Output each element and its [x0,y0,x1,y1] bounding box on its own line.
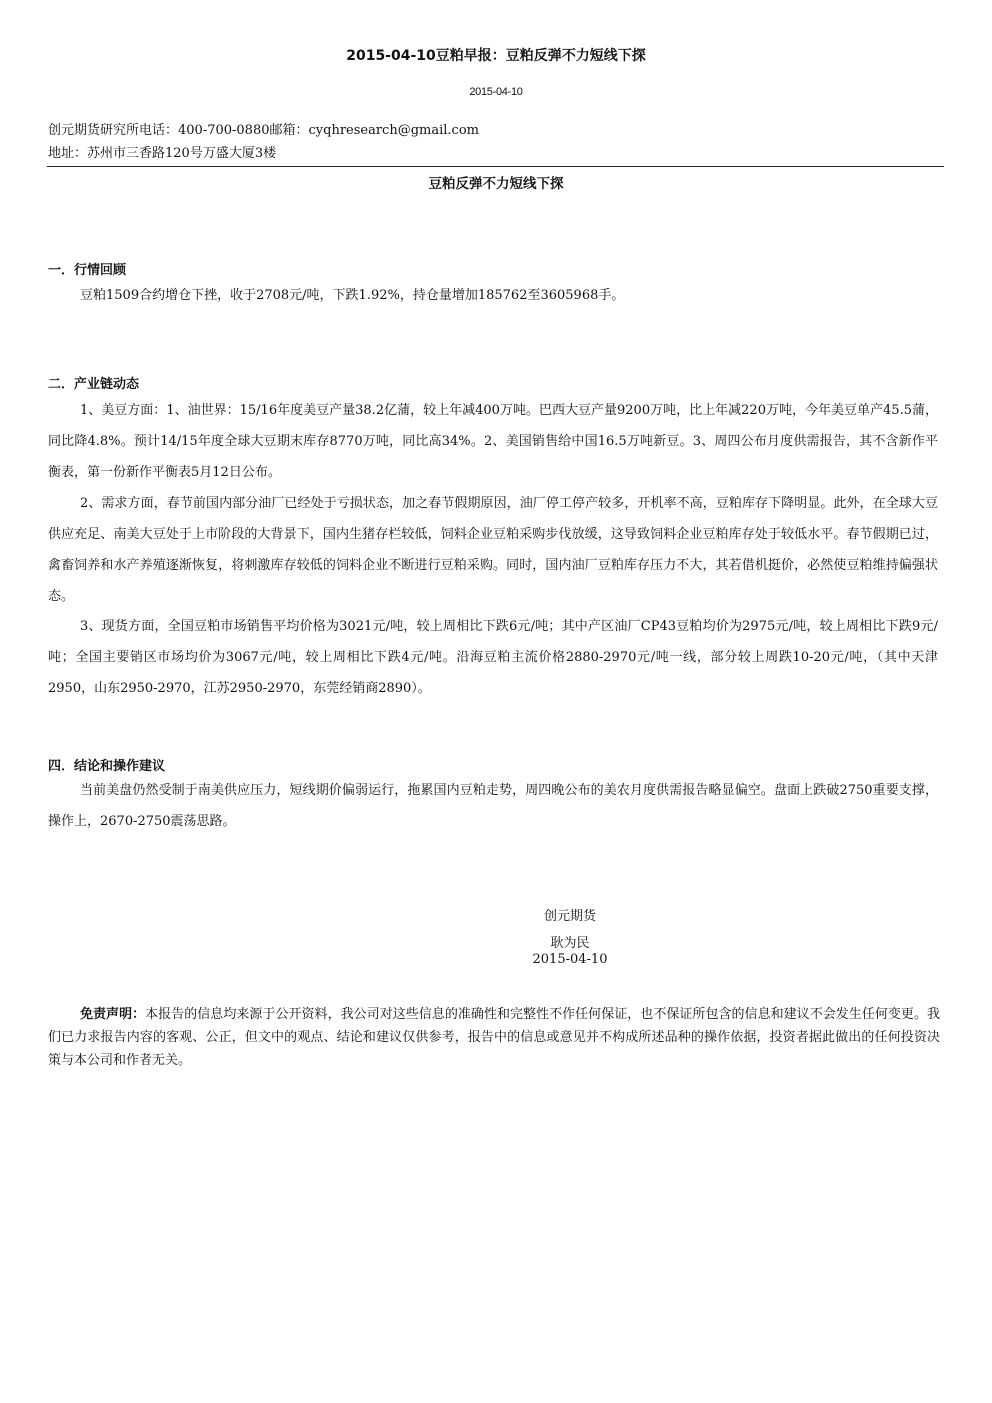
section-heading-market-review: 一．行情回顾 [48,263,127,278]
section-paragraph: 当前美盘仍然受制于南美供应压力，短线期价偏弱运行，拖累国内豆粕走势，周四晚公布的美农月度供需报告略显偏空。盘面上跌破2750重要支撑，操作上，2670-2750震荡思路。 [48,783,938,829]
report-title: 2015-04-10豆粕早报：豆粕反弹不力短线下探 [346,48,646,64]
contact-info: 创元期货研究所电话：400-700-0880邮箱：cyqhresearch@gmail.com [48,123,479,138]
address: 地址：苏州市三香路120号万盛大厦3楼 [48,146,277,161]
signature-author: 耿为民 [550,936,590,951]
section-paragraph: 豆粕1509合约增仓下挫，收于2708元/吨，下跌1.92%，持仓量增加185762至3605968手。 [80,288,625,303]
section-heading-industry-chain: 二．产业链动态 [48,377,140,392]
disclaimer [48,1003,940,1072]
section-heading-conclusion: 四．结论和操作建议 [48,759,166,774]
section-paragraph: 3、现货方面，全国豆粕市场销售平均价格为3021元/吨，较上周相比下跌6元/吨；其中产区油厂CP43豆粕均价为2975元/吨，较上周相比下跌9元/吨；全国主要销区市场均价为3067元/吨，较上周相比下跌4元/吨。沿海豆粕主流价格2880-2970元/吨一线，部分较上周跌10-20元/吨，（其中天津2950，山东2950-2970，江苏2950-2970，东莞经销商2890）。 [48,619,938,696]
section-paragraph: 1、美豆方面：1、油世界：15/16年度美豆产量38.2亿蒲，较上年减400万吨。巴西大豆产量9200万吨，比上年减220万吨，今年美豆单产45.5蒲，同比降4.8%。预计14/15年度全球大豆期末库存8770万吨，同比高34%。2、美国销售给中国16.5万吨新豆。3、周四公布月度供需报告，其不含新作平衡表，第一份新作平衡表5月12日公布。 [48,403,938,480]
header-divider [47,166,944,167]
signature-company: 创元期货 [543,909,596,924]
disclaimer-label: 免责声明： [80,1007,146,1022]
signature-date: 2015-04-10 [532,952,608,967]
report-date: 2015-04-10 [469,86,523,98]
disclaimer-text: 本报告的信息均来源于公开资料，我公司对这些信息的准确性和完整性不作任何保证，也不保证所包含的信息和建议不会发生任何变更。我们已力求报告内容的客观、公正，但文中的观点、结论和建议仅供参考，报告中的信息或意见并不构成所述品种的操作依据，投资者据此做出的任何投资决策与本公司和作者无关。 [48,1007,940,1068]
report-subtitle: 豆粕反弹不力短线下探 [428,176,564,192]
section-paragraph: 2、需求方面，春节前国内部分油厂已经处于亏损状态，加之春节假期原因，油厂停工停产较多，开机率不高，豆粕库存下降明显。此外，在全球大豆供应充足、南美大豆处于上市阶段的大背景下，国内生猪存栏较低，饲料企业豆粕采购步伐放缓，这导致饲料企业豆粕库存处于较低水平。春节假期已过，禽畜饲养和水产养殖逐渐恢复，将刺激库存较低的饲料企业不断进行豆粕采购。同时，国内油厂豆粕库存压力不大，其若借机挺价，必然使豆粕维持偏强状态。 [48,496,938,604]
